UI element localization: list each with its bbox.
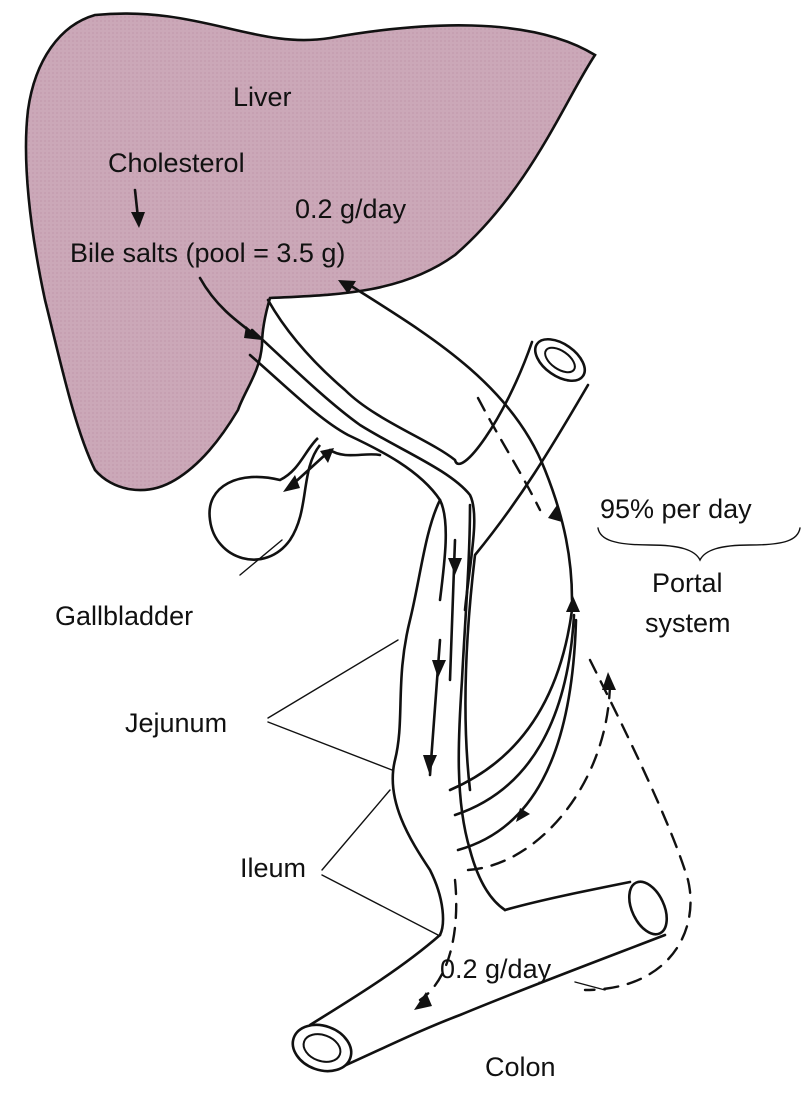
liver-label: Liver: [233, 82, 292, 112]
reabsorption-label: 95% per day: [600, 494, 752, 524]
excretion-rate-label: 0.2 g/day: [440, 954, 552, 984]
ileum-label: Ileum: [240, 853, 307, 883]
system-label: system: [645, 608, 731, 638]
portal-brace: [598, 528, 800, 560]
portal-label: Portal: [652, 568, 723, 598]
jejunum-label: Jejunum: [125, 708, 228, 738]
gallbladder-label: Gallbladder: [55, 601, 194, 631]
portal-vein: [268, 300, 592, 790]
small-intestine: [393, 500, 505, 935]
colon-label: Colon: [485, 1052, 556, 1082]
bile-duct: [250, 330, 474, 610]
gallbladder-shape: [210, 438, 320, 560]
synthesis-rate-label: 0.2 g/day: [295, 194, 407, 224]
cholesterol-label: Cholesterol: [108, 148, 245, 178]
bile-salts-label: Bile salts (pool = 3.5 g): [70, 238, 346, 268]
